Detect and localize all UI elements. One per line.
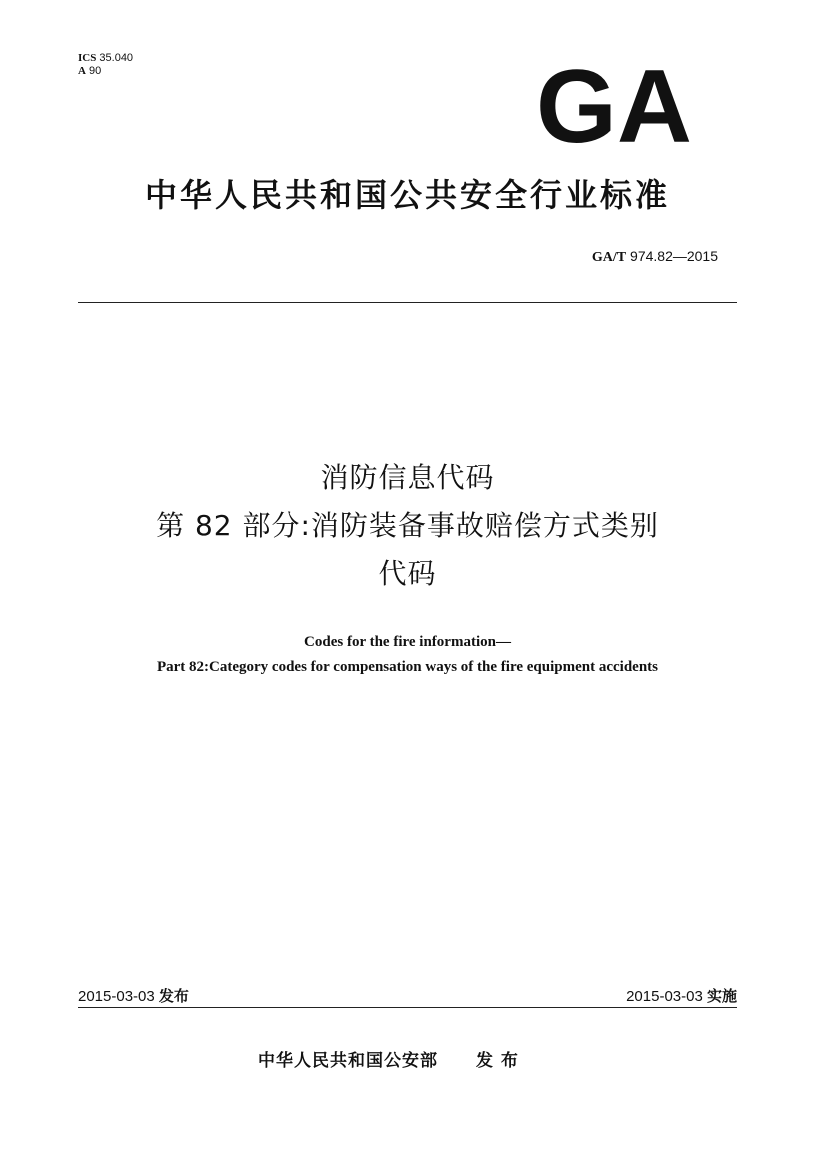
footer-divider: [78, 1007, 737, 1008]
header-divider: [78, 302, 737, 303]
title-zh-line-1: 消防信息代码: [320, 461, 495, 494]
issuer-label: 发 布: [476, 1051, 519, 1071]
issuer: [258, 1046, 519, 1071]
title-en-line-1: Codes for the fire information—: [304, 634, 511, 650]
title-zh-line-3: 代码: [378, 557, 437, 590]
ga-logo: [534, 62, 694, 144]
agency-title: 中华人民共和国公共安全行业标准: [144, 176, 670, 214]
issuer-name: 中华人民共和国公安部: [258, 1051, 438, 1071]
classification-codes: [78, 52, 133, 78]
ccs-code: A 90: [78, 65, 102, 77]
effective-date: 2015-03-03 实施: [626, 987, 737, 1005]
title-en-line-2: Part 82:Category codes for compensation ways of the fire equipment accidents: [156, 659, 659, 675]
ga-logo-text: GA: [536, 62, 692, 144]
issue-date: 2015-03-03 发布: [78, 987, 189, 1005]
ics-code: ICS 35.040: [78, 52, 134, 64]
standard-number: GA/T 974.82—2015: [591, 248, 718, 265]
title-zh-line-2: 第 82 部分:消防装备事故赔偿方式类别: [156, 509, 659, 542]
